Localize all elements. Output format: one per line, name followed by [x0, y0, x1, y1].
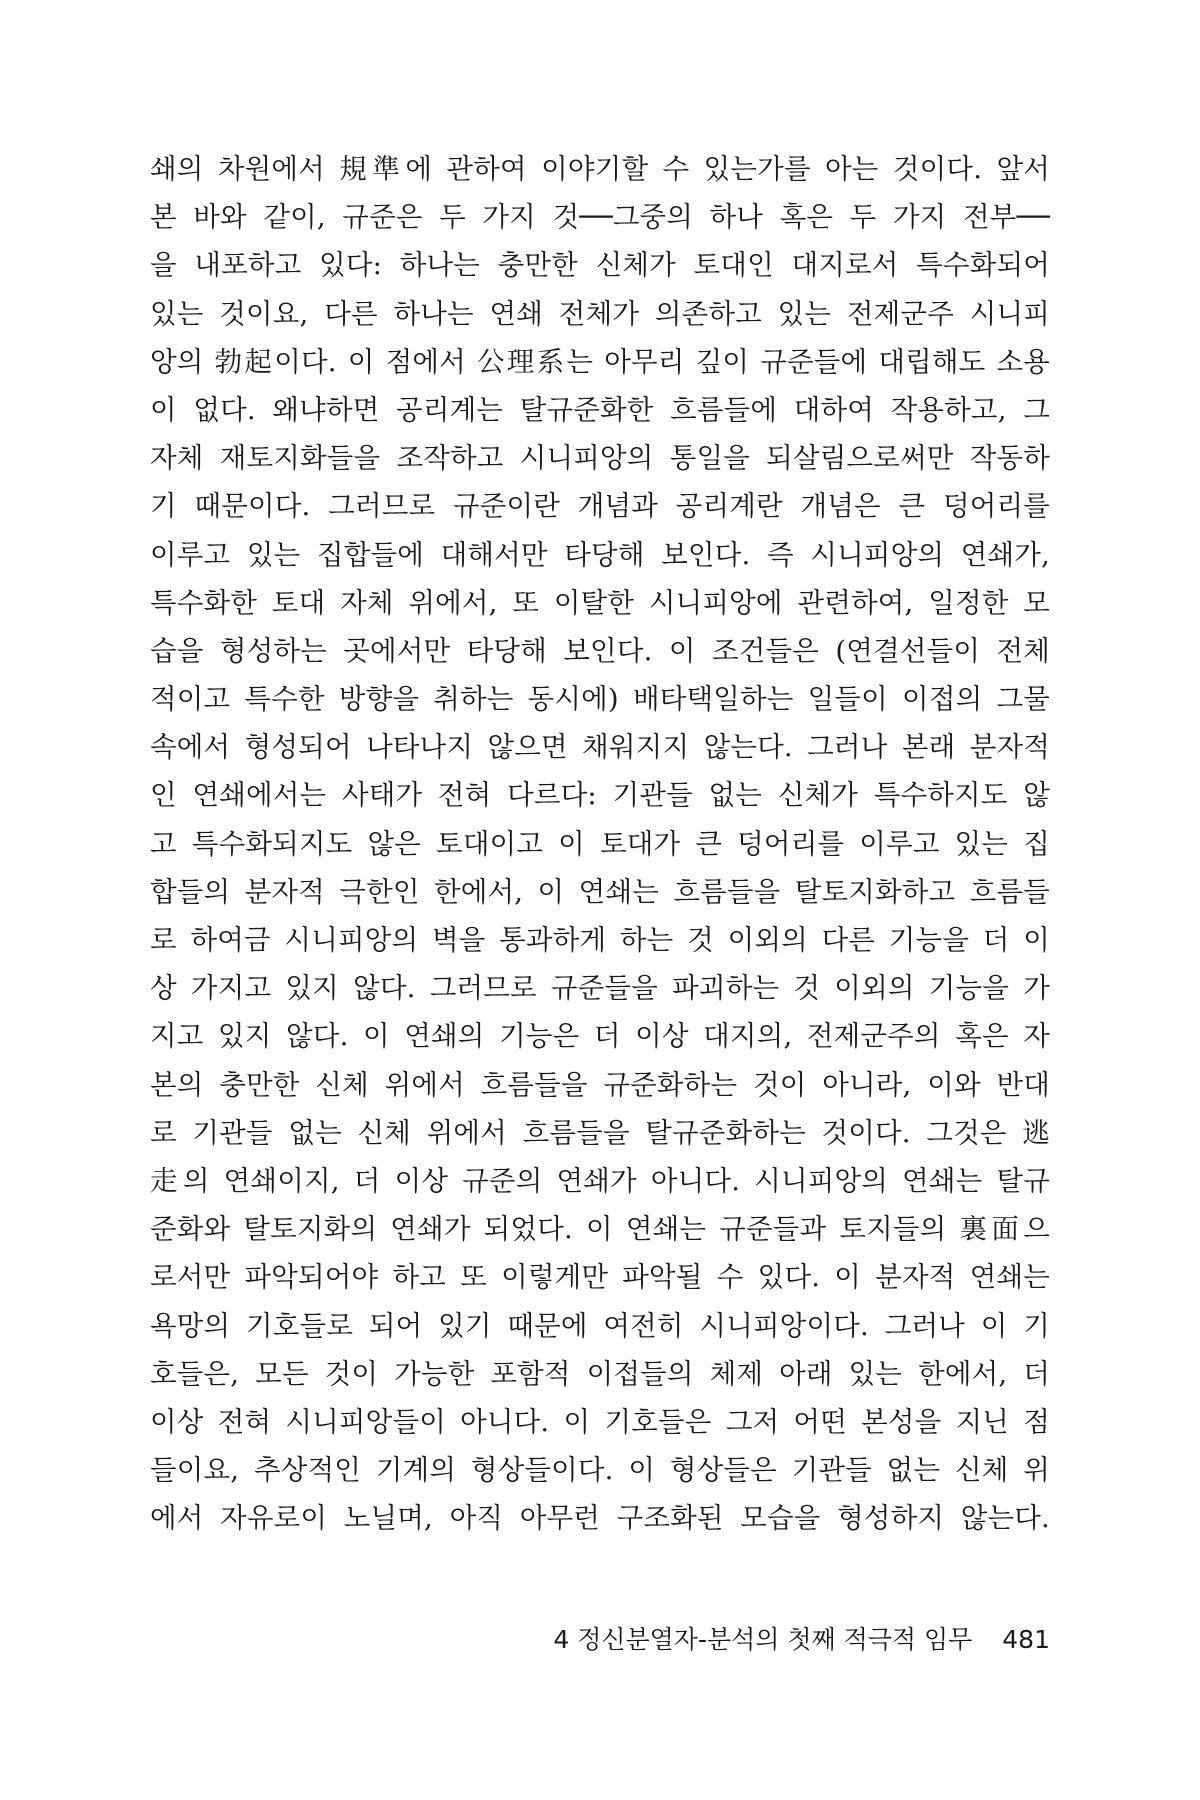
- text-line: 자체 재토지화들을 조작하고 시니피앙의 통일을 되살림으로써만 작동하: [150, 442, 1050, 475]
- text-line: 이 없다. 왜냐하면 공리계는 탈규준화한 흐름들에 대하여 작용하고, 그: [150, 393, 1050, 426]
- text-line: 로 하여금 시니피앙의 벽을 통과하게 하는 것 이외의 다른 기능을 더 이: [150, 924, 1050, 956]
- page-number: 481: [1002, 1625, 1050, 1654]
- text-line: 있는 것이요, 다른 하나는 연쇄 전체가 의존하고 있는 전제군주 시니피: [150, 297, 1050, 330]
- running-head: 4 정신분열자-분석의 첫째 적극적 임무: [553, 1625, 973, 1654]
- text-line: 인 연쇄에서는 사태가 전혀 다르다: 기관들 없는 신체가 특수하지도 않: [150, 779, 1050, 812]
- text-line: 준화와 탈토지화의 연쇄가 되었다. 이 연쇄는 규준들과 토지들의 裏面으: [150, 1213, 1050, 1246]
- text-line: 특수화한 토대 자체 위에서, 또 이탈한 시니피앙에 관련하여, 일정한 모: [150, 586, 1050, 619]
- text-line: 고 특수화되지도 않은 토대이고 이 토대가 큰 덩어리를 이루고 있는 집: [150, 827, 1050, 860]
- text-line: 욕망의 기호들로 되어 있기 때문에 여전히 시니피앙이다. 그러나 이 기: [150, 1309, 1050, 1342]
- text-line: 적이고 특수한 방향을 취하는 동시에) 배타택일하는 일들이 이접의 그물: [150, 683, 1050, 716]
- text-line: 이상 전혀 시니피앙들이 아니다. 이 기호들은 그저 어떤 본성을 지닌 점: [150, 1405, 1050, 1438]
- text-line: 지고 있지 않다. 이 연쇄의 기능은 더 이상 대지의, 전제군주의 혹은 자: [150, 1020, 1050, 1053]
- text-line: 들이요, 추상적인 기계의 형상들이다. 이 형상들은 기관들 없는 신체 위: [150, 1454, 1050, 1487]
- text-line: 기 때문이다. 그러므로 규준이란 개념과 공리계란 개념은 큰 덩어리를: [150, 490, 1050, 523]
- text-line: 본 바와 같이, 규준은 두 가지 것──그중의 하나 혹은 두 가지 전부──: [150, 201, 1050, 234]
- text-line: 에서 자유로이 노닐며, 아직 아무런 구조화된 모습을 형성하지 않는다.: [150, 1502, 1050, 1535]
- text-line: 로 기관들 없는 신체 위에서 흐름들을 탈규준화하는 것이다. 그것은 逃: [150, 1116, 1050, 1149]
- text-line: 속에서 형성되어 나타나지 않으면 채워지지 않는다. 그러나 본래 분자적: [150, 731, 1050, 764]
- page-footer: [553, 1620, 1050, 1660]
- text-line: 습을 형성하는 곳에서만 타당해 보인다. 이 조건들은 (연결선들이 전체: [150, 634, 1050, 667]
- text-line: 본의 충만한 신체 위에서 흐름들을 규준화하는 것이 아니라, 이와 반대: [150, 1068, 1050, 1101]
- text-line: 이루고 있는 집합들에 대해서만 타당해 보인다. 즉 시니피앙의 연쇄가,: [150, 538, 1050, 571]
- text-line: 로서만 파악되어야 하고 또 이렇게만 파악될 수 있다. 이 분자적 연쇄는: [150, 1261, 1050, 1294]
- text-line: 호들은, 모든 것이 가능한 포함적 이접들의 체제 아래 있는 한에서, 더: [150, 1357, 1050, 1390]
- text-line: 앙의 勃起이다. 이 점에서 公理系는 아무리 깊이 규준들에 대립해도 소용: [150, 345, 1050, 378]
- text-line: 쇄의 차원에서 規準에 관하여 이야기할 수 있는가를 아는 것이다. 앞서: [150, 153, 1050, 185]
- body-text: [150, 145, 1050, 1542]
- text-line: 합들의 분자적 극한인 한에서, 이 연쇄는 흐름들을 탈토지화하고 흐름들: [150, 875, 1050, 908]
- text-line: 상 가지고 있지 않다. 그러므로 규준들을 파괴하는 것 이외의 기능을 가: [150, 972, 1050, 1005]
- text-line: 을 내포하고 있다: 하나는 충만한 신체가 토대인 대지로서 특수화되어: [150, 249, 1050, 282]
- text-line: 走의 연쇄이지, 더 이상 규준의 연쇄가 아니다. 시니피앙의 연쇄는 탈규: [150, 1164, 1050, 1197]
